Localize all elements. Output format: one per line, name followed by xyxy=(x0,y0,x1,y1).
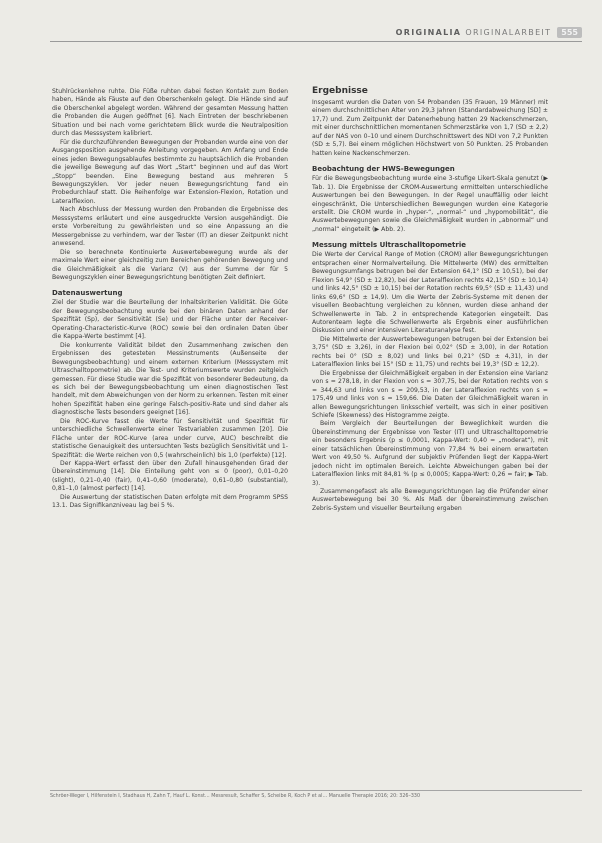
citation-text: Schröer-Weger I, Hilfenstein I, Stadhaus H, Zahn T, Hauf L. Konst… Messresult, Schaffer S, Scheibe R, Koch P et al… Manuelle Therapie 2016; 20: 326–330 xyxy=(50,794,421,799)
paragraph: Zusammengefasst als alle Bewegungsrichtungen lag die Prüfender einer Auswertebewegung bei 30 %. Als Maß der Übereinstimmung zwischen Zebris-System und visueller Beurteilung ergaben xyxy=(312,488,548,512)
paragraph: Für die Bewegungsbeobachtung wurde eine 3-stufige Likert-Skala genutzt (▶ Tab. 1). Die Ergebnisse der CROM-Auswertung ermittelten unterschiedliche Auswertungen bei den Bewegungen. In der Regel unauffällig oder leicht eingeschränkt, Die Unterschiedlichen Bewegungen wurden eine Kategorie erstellt. Die CROM wurde in „hyper-“, „normal-“ und „hypomobilität“, die Auswertebewegungen sowie die Gleichmäßigkeit wurden in „abnormal“ und „normal“ eingeteilt (▶ Abb. 2). xyxy=(312,175,548,233)
paragraph: Beim Vergleich der Beurteilungen der Beweglichkeit wurden die Übereinstimmung der Ergebnisse von Tester (IT) und Ultraschalltopometrie ein besonders Ergebnis (p ≤ 0,0001, Kappa-Wert: 0,40 = „moderat“), mit einer tatsächlichen Übereinstimmung von 77,84 % bei einem erwarteten Wert von 49,50 %. Aufgrund der subjektiv Prüfenden liegt der Kappa-Wert jedoch nicht im optimalen Bereich. Leichte Abweichungen gaben bei der Lateralflexion links mit 84,81 % (p ≤ 0,0005; Kappa-Wert: 0,26 = fair; ▶ Tab. 3). xyxy=(312,420,548,487)
page-number: 555 xyxy=(557,27,582,38)
subsection-name: ORIGINALARBEIT xyxy=(465,27,552,37)
running-header xyxy=(396,26,582,38)
section-heading-results: Ergebnisse xyxy=(312,86,368,96)
section-name: ORIGINALIA xyxy=(395,27,462,37)
paragraph: Ziel der Studie war die Beurteilung der Inhaltskriterien Validität. Die Güte der Bewegungsbeobachtung wurde bei den binären Daten anhand der Spezifität (Sp), der Sensitivität (Se) und der Fläche unter der Receiver-Operating-Characteristic-Kurve (ROC) sowie bei den ordinalen Daten über die Kappa-Werte bestimmt [4]. xyxy=(52,299,288,341)
paragraph: Insgesamt wurden die Daten von 54 Probanden (35 Frauen, 19 Männer) mit einem durchschnittlichen Alter von 29,3 Jahren (Standardabweichung [SD] ± 17,7) und. Zum Zeitpunkt der Datenerhebung hatten 29 Nackenschmerzen, mit einer durchschnittlichen momentanen Schmerzstärke von 1,7 (SD ± 2,2) auf der NAS von 0–10 und einem Durchschnittswert des NDI von 7,2 Punkten (SD ± 5,7). Bei einem möglichen Höchstwert von 50 Punkten. 25 Probanden hatten keine Nackenschmerzen. xyxy=(312,99,548,157)
paragraph: Für die durchzuführenden Bewegungen der Probanden wurde eine von der Ausgangsposition ausgehende Anleitung vorgegeben. Am Anfang und Ende eines jeden Bewegungsablaufes bestimmte zu hauptsächlich die Probanden die jeweilige Bewegung auf das Wort „Start“ beginnen und auf das Wort „Stopp“ beenden. Eine Bewegung bestand aus mehreren 5 Bewegungszyklen. Vor jeder neuen Bewegungsrichtung fand ein Probedurchlauf statt. Die Reihenfolge war Extension-Flexion, Rotation und Lateralflexion. xyxy=(52,138,288,205)
paragraph: Die Werte der Cervical Range of Motion (CROM) aller Bewegungsrichtungen entsprachen einer Normalverteilung. Die Mittelwerte (MW) des ermittelten Bewegungsumfangs betrugen bei der Extension 64,1° (SD ± 10,51), bei der Flexion 54,9° (SD ± 12,82), bei der Lateralflexion rechts 42,15° (SD ± 10,14) und links 42,5° (SD ± 10,15) bei der Rotation rechts 69,5° (SD ± 11,43) und links 69,6° (SD ± 14,9). Um die Werte der Zebris-Systeme mit denen der visuellen Beobachtung vergleichen zu können, wurden diese anhand der Schwellenwerte in Tab. 2 in entsprechende Kategorien eingeteilt. Das Autorenteam legte die Schwellenwerte als Ergebnis einer ausführlichen Diskussion und einer intensiven Literaturanalyse fest. xyxy=(312,251,548,335)
section-label xyxy=(396,28,552,37)
left-column xyxy=(52,88,288,511)
citation-footer xyxy=(50,790,582,800)
right-column xyxy=(312,86,548,513)
paragraph: Die ROC-Kurve fasst die Werte für Sensitivität und Spezifität für unterschiedliche Schwellenwerte einer Testvariablen zusammen [20]. Die Fläche unter der ROC-Kurve (area under curve, AUC) beschreibt die statistische Genauigkeit des untersuchten Tests bezüglich Sensitivität und 1-Spezifität: die Werte reichen von 0,5 (wahrscheinlich) bis 1,0 (perfekte) [12]. xyxy=(52,417,288,459)
subsection-heading-ultrasound: Messung mittels Ultraschalltopometrie xyxy=(312,241,466,250)
paragraph: Der Kappa-Wert erfasst den über den Zufall hinausgehenden Grad der Übereinstimmung [14]. Die Einteilung geht von ≤ 0 (poor), 0,01–0,20 (slight), 0,21–0,40 (fair), 0,41–0,60 (moderate), 0,61–0,80 (substantial), 0,81–1,0 (almost perfect) [14]. xyxy=(52,460,288,493)
paragraph: Die so berechnete Kontinuierte Auswertebewegung wurde als der maximale Wert einer gleichzeitig zum Bereichen gehörenden Bewegung und die Gleichmäßigkeit als die Varianz (V) aus der Summe der für 5 Bewegungszyklen einer Bewegungsrichtung benötigten Zeit definiert. xyxy=(52,248,288,281)
paragraph: Die Ergebnisse der Gleichmäßigkeit ergaben in der Extension eine Varianz von s = 278,18, in der Flexion von s = 307,75, bei der Rotation rechts von s = 344,63 und links von s = 209,53, in der Lateralflexion rechts von s = 175,49 und links von s = 159,66. Die Daten der Gleichmäßigkeit waren in allen Bewegungsrichtungen linksschief verteilt, was sich in einer positiven Schiefe (Skewness) des Histogramme zeigte. xyxy=(312,369,548,419)
paragraph: Die konkurrente Validität bildet den Zusammenhang zwischen den Ergebnissen des getesteten Messinstruments (Außenseite der Bewegungsbeobachtung) und einem externen Kriterium (Messsystem mit Ultraschalltopometrie) ab. Die Test- und Kriteriumswerte wurden zeitgleich gemessen. Für diese Studie war die Spezifität von besonderer Bedeutung, da es sich bei der Bewegungsbeobachtung um einen diagnostischen Test handelt, mit dem Abweichungen von der Norm zu erkennen. Testen mit einer hohen Spezifität haben eine geringe Falsch-positiv-Rate und sind daher als diagnostische Tests besonders geeignet [16]. xyxy=(52,341,288,417)
header-rule xyxy=(50,41,582,42)
paragraph: Die Mittelwerte der Auswertebewegungen betrugen bei der Extension bei 3,75° (SD ± 3,26), in der Flexion bei 0,02° (SD ± 3,00), in der Rotation rechts bei 0° (SD ± 8,02) und links bei 0,21° (SD ± 4,31), in der Lateralflexion links bei 15° (SD ± 11,75) und rechts bei 19,3° (SD ± 12,2). xyxy=(312,335,548,369)
paragraph: Stuhlrückenlehne ruhte. Die Füße ruhten dabei festen Kontakt zum Boden haben, Hände als Fäuste auf den Oberschenkeln gelegt. Die Hände sind auf die Oberschenkel abgelegt worden. Während der gesamten Messung hatten die Probanden die Augen geöffnet [6]. Nach Eintreten der beschriebenen Situation und bei nach vorne gerichtetem Blick wurde die Neutralposition durch das Messsystem kalibriert. xyxy=(52,88,288,138)
section-heading-data: Datenauswertung xyxy=(52,289,123,298)
paragraph: Nach Abschluss der Messung wurden den Probanden die Ergebnisse des Messsystems erläutert und eine ausgedruckte Version ausgehändigt. Die erste Vorbereitung zu gewährleisten und so eine Anpassung an die Messergebnisse zu verhindern, war der Tester (IT) an dieser Zeitpunkt nicht anwesend. xyxy=(52,206,288,248)
paragraph: Die Auswertung der statistischen Daten erfolgte mit dem Programm SPSS 13.1. Das Signifikanzniveau lag bei 5 %. xyxy=(52,493,288,510)
subsection-heading-hws: Beobachtung der HWS-Bewegungen xyxy=(312,165,455,174)
